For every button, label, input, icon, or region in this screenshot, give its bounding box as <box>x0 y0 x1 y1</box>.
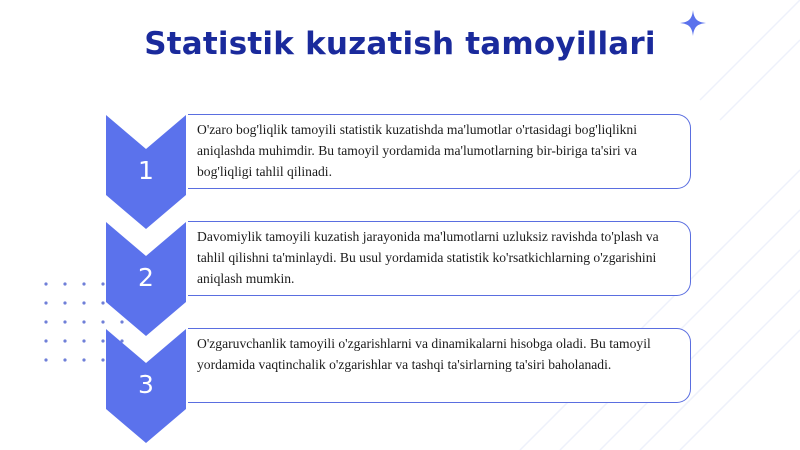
step-1-text: O'zaro bog'liqlik tamoyili statistik kuzatishda ma'lumotlar o'rtasidagi bog'liqlikni aniqlashda muhimdir. Bu tamoyil yordamida ma'lumotlarning bir-biriga ta'siri va bog'liqligi tahlil qilinadi. <box>197 122 638 179</box>
step-2-text: Davomiylik tamoyili kuzatish jarayonida ma'lumotlarni uzluksiz ravishda to'plash va tahlil qilishni ta'minlaydi. Bu usul yordamida statistik ko'rsatkichlarning o'zgarishini aniqlash mumkin. <box>197 229 659 286</box>
step-1-card <box>188 114 691 189</box>
step-2-number: 2 <box>138 263 154 292</box>
step-1-number: 1 <box>138 156 154 185</box>
page-title: Statistik kuzatish tamoyillari <box>144 26 656 62</box>
step-3-number: 3 <box>138 370 154 399</box>
step-3-text: O'zgaruvchanlik tamoyili o'zgarishlarni va dinamikalarni hisobga oladi. Bu tamoyil yordamida vaqtinchalik o'zgarishlar va tashqi ta'sirlarning ta'siri baholanadi. <box>197 336 651 372</box>
step-2-card <box>188 221 691 296</box>
step-3-card <box>188 328 691 403</box>
